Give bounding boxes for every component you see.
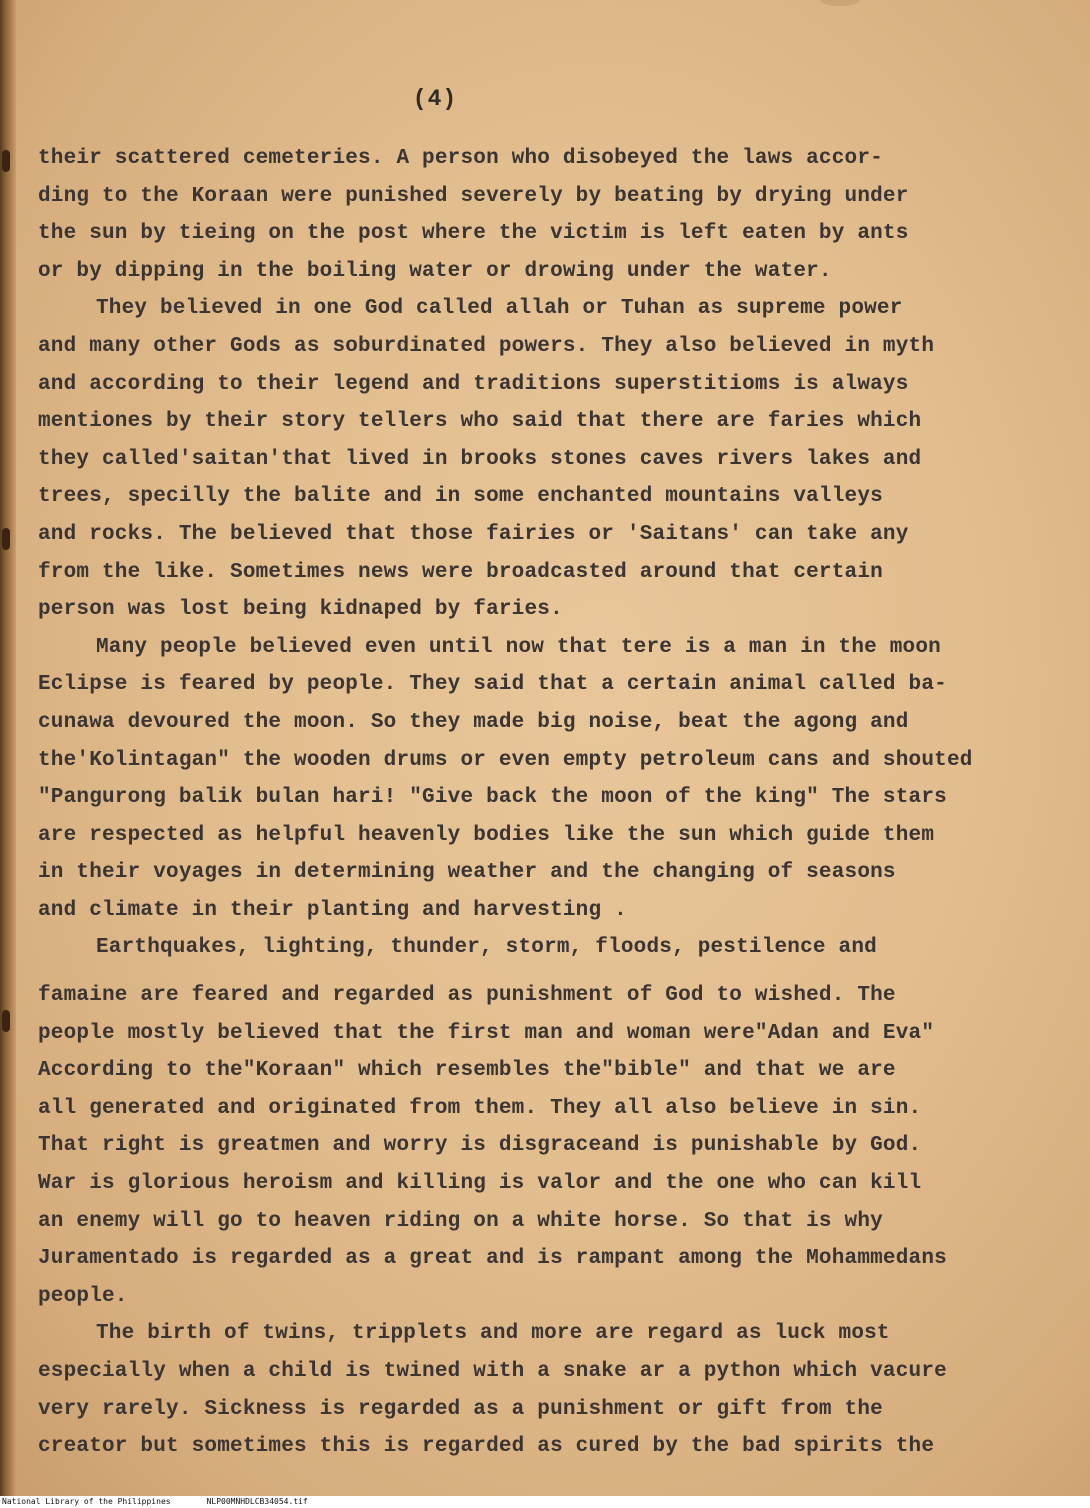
text-line: Many people believed even until now that tere is a man in the moon xyxy=(96,635,941,659)
text-line: ding to the Koraan were punished severely by beating by drying under xyxy=(38,184,909,208)
text-line: people mostly believed that the first man and woman were"Adan and Eva" xyxy=(38,1021,935,1045)
text-line: they called'saitan'that lived in brooks stones caves rivers lakes and xyxy=(38,447,922,471)
text-line: creator but sometimes this is regarded as cured by the bad spirits the xyxy=(38,1435,935,1459)
text-line: in their voyages in determining weather and the changing of seasons xyxy=(38,861,896,885)
text-line: That right is greatmen and worry is disgraceand is punishable by God. xyxy=(38,1134,922,1158)
page-number: (4) xyxy=(412,86,458,112)
text-line: The birth of twins, tripplets and more are regard as luck most xyxy=(96,1322,890,1346)
text-line: the'Kolintagan" the wooden drums or even empty petroleum cans and shouted xyxy=(38,748,973,772)
text-line: especially when a child is twined with a snake ar a python which vacure xyxy=(38,1360,947,1383)
text-line: and rocks. The believed that those fairies or 'Saitans' can take any xyxy=(38,522,909,546)
footer-filename: NLP00MNHDLCB34054.tif xyxy=(206,1497,308,1506)
text-line: their scattered cemeteries. A person who disobeyed the laws accor- xyxy=(38,147,883,170)
footer-institution: National Library of the Philippines xyxy=(2,1497,171,1506)
text-line: Eclipse is feared by people. They said that a certain animal called ba- xyxy=(38,673,947,697)
text-line: They believed in one God called allah or Tuhan as supreme power xyxy=(96,297,903,321)
text-line: Earthquakes, lighting, thunder, storm, floods, pestilence and xyxy=(96,936,877,960)
paragraph xyxy=(38,629,1068,930)
text-line: the sun by tieing on the post where the victim is left eaten by ants xyxy=(38,222,909,246)
binding-hole xyxy=(2,528,10,550)
text-line: According to the"Koraan" which resembles the"bible" and that we are xyxy=(38,1059,896,1083)
document-body xyxy=(38,140,1068,1466)
text-line: and many other Gods as soburdinated powers. They also believed in myth xyxy=(38,334,935,358)
text-line: trees, specilly the balite and in some enchanted mountains valleys xyxy=(38,485,883,509)
text-line: from the like. Sometimes news were broadcasted around that certain xyxy=(38,560,883,584)
text-line: "Pangurong balik bulan hari! "Give back the moon of the king" The stars xyxy=(38,786,947,810)
binding-edge xyxy=(0,0,16,1496)
text-line: and according to their legend and traditions superstitioms is always xyxy=(38,372,909,396)
text-line: all generated and originated from them. They all also believe in sin. xyxy=(38,1096,922,1120)
text-line: are respected as helpful heavenly bodies like the sun which guide them xyxy=(38,823,935,847)
paragraph xyxy=(38,290,1068,628)
text-line: and climate in their planting and harvesting . xyxy=(38,898,627,922)
text-line: Juramentado is regarded as a great and is rampant among the Mohammedans xyxy=(38,1247,947,1271)
paper-stain xyxy=(820,0,860,6)
text-line: mentiones by their story tellers who said that there are faries which xyxy=(38,410,922,434)
paragraph xyxy=(38,1315,1068,1465)
text-line: famaine are feared and regarded as punishment of God to wished. The xyxy=(38,984,896,1008)
paragraph xyxy=(38,929,1068,967)
scan-footer xyxy=(0,1496,1090,1508)
text-line: cunawa devoured the moon. So they made big noise, beat the agong and xyxy=(38,710,909,734)
text-line: an enemy will go to heaven riding on a white horse. So that is why xyxy=(38,1209,883,1233)
text-line: person was lost being kidnaped by faries. xyxy=(38,598,563,622)
paragraph xyxy=(38,140,1068,290)
paragraph xyxy=(38,977,1068,1315)
text-line: or by dipping in the boiling water or drowing under the water. xyxy=(38,259,832,283)
binding-hole xyxy=(2,1010,10,1032)
binding-hole xyxy=(2,150,10,172)
text-line: people. xyxy=(38,1284,128,1308)
text-line: very rarely. Sickness is regarded as a punishment or gift from the xyxy=(38,1397,883,1421)
text-line: War is glorious heroism and killing is valor and the one who can kill xyxy=(38,1172,922,1196)
